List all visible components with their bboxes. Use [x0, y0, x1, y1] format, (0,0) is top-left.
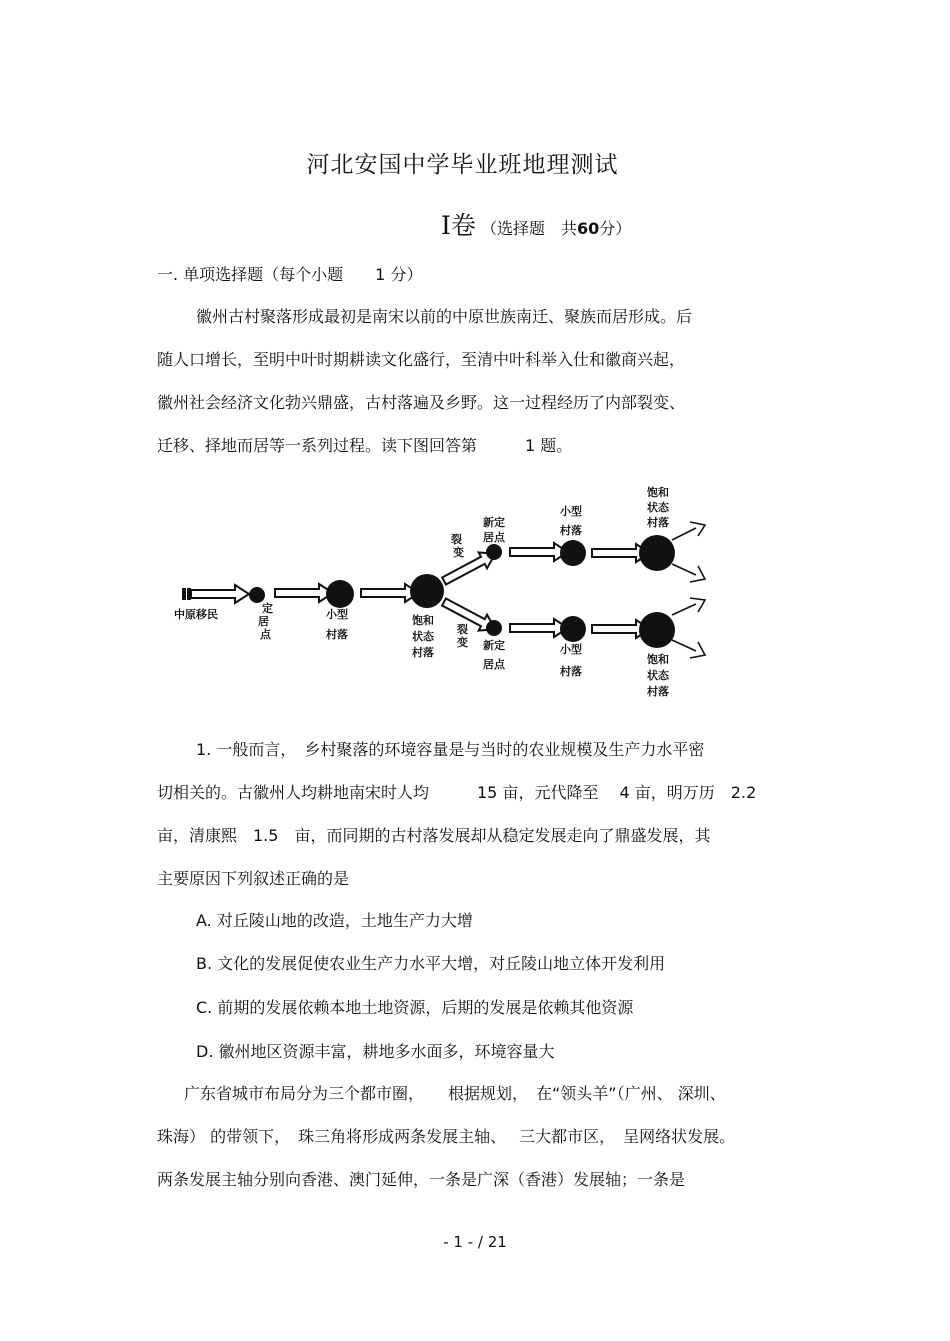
- section-roman: Ⅰ卷: [441, 211, 476, 240]
- page-number: - 1 - / 21: [443, 1233, 507, 1251]
- small-village-dot: [326, 580, 354, 608]
- arrow-right-icon: [191, 585, 249, 603]
- arrow-right-icon: [510, 619, 568, 637]
- part-heading: 一. 单项选择题（每个小题 1 分）: [157, 265, 423, 284]
- label-small-bot-2: 村落: [560, 665, 582, 678]
- section-note-post: 分）: [599, 219, 632, 238]
- label-split-bot-2: 变: [457, 636, 468, 649]
- label-split-top-1: 裂: [451, 533, 462, 546]
- new-settlement-dot: [486, 620, 502, 636]
- passage2-line: 两条发展主轴分别向香港、澳门延伸，一条是广深（香港）发展轴；一条是: [157, 1170, 686, 1189]
- label-sat-top-2: 状态: [647, 501, 669, 514]
- intro-line: 徽州古村聚落形成最初是南宋以前的中原世族南迁、聚族而居形成。后: [196, 307, 693, 326]
- settlement-evolution-diagram: [160, 478, 720, 710]
- label-split-bot-1: 裂: [457, 623, 468, 636]
- label-sat-1: 饱和: [412, 614, 434, 627]
- intro-line: 徽州社会经济文化勃兴鼎盛，古村落遍及乡野。这一过程经历了内部裂变、: [157, 393, 686, 412]
- label-sat-top-3: 村落: [647, 516, 669, 529]
- label-sat-3: 村落: [412, 646, 434, 659]
- label-new-top-2: 居点: [483, 531, 505, 544]
- section-heading: [441, 206, 631, 242]
- label-small-2: 村落: [326, 628, 348, 641]
- arrow-right-icon: [275, 584, 333, 602]
- saturated-village-dot: [410, 574, 444, 608]
- label-sat-bot-3: 村落: [647, 685, 669, 698]
- option-c: C. 前期的发展依赖本地土地资源，后期的发展是依赖其他资源: [196, 998, 634, 1017]
- section-note-pre: （选择题 共: [480, 219, 577, 238]
- intro-line: 迁移、择地而居等一系列过程。读下图回答第 1 题。: [157, 436, 573, 455]
- label-small-top-2: 村落: [560, 524, 582, 537]
- label-sat-2: 状态: [412, 630, 434, 643]
- option-b: B. 文化的发展促使农业生产力水平大增，对丘陵山地立体开发利用: [196, 954, 666, 973]
- label-sat-top-1: 饱和: [647, 486, 669, 499]
- label-new-bot-1: 新定: [483, 639, 505, 652]
- q1-stem-line: 亩，清康熙 1.5 亩，而同期的古村落发展却从稳定发展走向了鼎盛发展，其: [157, 826, 711, 845]
- label-start: 中原移民: [174, 608, 218, 621]
- passage2-line: 珠海） 的带领下， 珠三角将形成两条发展主轴、 三大都市区， 呈网络状发展。: [157, 1127, 736, 1146]
- option-a: A. 对丘陵山地的改造，土地生产力大增: [196, 911, 473, 930]
- page-title: 河北安国中学毕业班地理测试: [306, 152, 619, 178]
- label-sat-bot-2: 状态: [647, 669, 669, 682]
- small-village-dot: [560, 616, 586, 642]
- label-settle-2: 居: [258, 615, 269, 628]
- intro-line: 随人口增长，至明中叶时期耕读文化盛行，至清中叶科举入仕和徽商兴起，: [157, 350, 686, 369]
- label-split-top-2: 变: [453, 546, 464, 559]
- saturated-village-dot: [639, 612, 675, 648]
- label-small-bot-1: 小型: [560, 643, 582, 656]
- q1-stem-line: 切相关的。古徽州人均耕地南宋时人均 15 亩，元代降至 4 亩，明万历 2.2: [157, 783, 757, 802]
- start-marker: [182, 588, 191, 600]
- section-note-score: 60: [577, 219, 600, 238]
- label-settle-1: 定: [262, 602, 273, 615]
- new-settlement-dot: [486, 544, 502, 560]
- arrow-right-icon: [510, 543, 568, 561]
- saturated-village-dot: [639, 535, 675, 571]
- small-village-dot: [560, 540, 586, 566]
- outflow-arrows-top: [672, 522, 705, 582]
- outflow-arrows-bottom: [672, 598, 705, 658]
- q1-stem-line: 主要原因下列叙述正确的是: [157, 869, 350, 888]
- label-settle-3: 点: [260, 628, 271, 641]
- label-small-top-1: 小型: [560, 505, 582, 518]
- q1-stem-line: 1. 一般而言， 乡村聚落的环境容量是与当时的农业规模及生产力水平密: [196, 740, 705, 759]
- settlement-dot: [249, 587, 265, 603]
- label-new-top-1: 新定: [483, 516, 505, 529]
- option-d: D. 徽州地区资源丰富，耕地多水面多，环境容量大: [196, 1042, 555, 1061]
- label-sat-bot-1: 饱和: [647, 653, 669, 666]
- label-small-1: 小型: [326, 608, 348, 621]
- passage2-line: 广东省城市布局分为三个都市圈， 根据规划， 在“领头羊”（广州、 深圳、: [184, 1084, 726, 1103]
- label-new-bot-2: 居点: [483, 658, 505, 671]
